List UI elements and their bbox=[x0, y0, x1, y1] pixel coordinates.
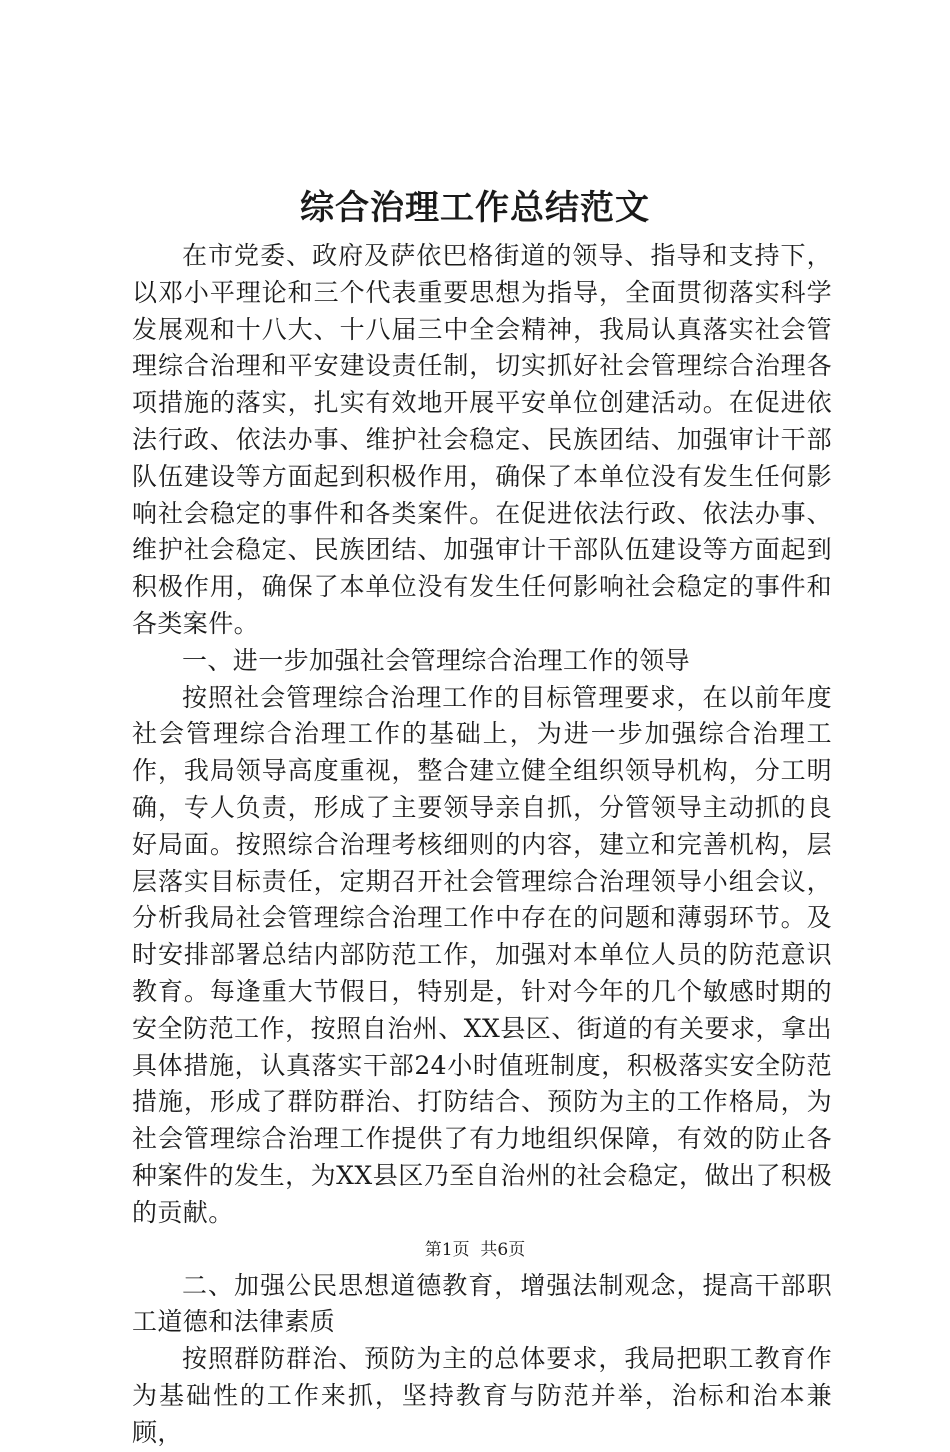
paragraph-section-2: 按照群防群治、预防为主的总体要求，我局把职工教育作为基础性的工作来抓，坚持教育与防范并举，治标和治本兼顾， bbox=[132, 1344, 832, 1447]
document-body bbox=[132, 238, 832, 1452]
section-heading-2: 二、加强公民思想道德教育，增强法制观念，提高干部职工道德和法律素质 bbox=[132, 1270, 832, 1337]
paragraph-intro: 在市党委、政府及萨依巴格街道的领导、指导和支持下，以邓小平理论和三个代表重要思想为指导，全面贯彻落实科学发展观和十八大、十八届三中全会精神，我局认真落实社会管理综合治理和平安建设责任制，切实抓好社会管理综合治理各项措施的落实，扎实有效地开展平安单位创建活动。在促进依法行政、依法办事、维护社会稳定、民族团结、加强审计干部队伍建设等方面起到积极作用，确保了本单位没有发生任何影响社会稳定的事件和各类案件。在促进依法行政、依法办事、维护社会稳定、民族团结、加强审计干部队伍建设等方面起到积极作用，确保了本单位没有发生任何影响社会稳定的事件和各类案件。 bbox=[132, 241, 832, 638]
page-total: 共6页 bbox=[480, 1240, 526, 1260]
section-heading-1: 一、进一步加强社会管理综合治理工作的领导 bbox=[182, 645, 691, 675]
document-title: 综合治理工作总结范文 bbox=[300, 188, 650, 228]
paragraph-section-1: 按照社会管理综合治理工作的目标管理要求，在以前年度社会管理综合治理工作的基础上，为进一步加强综合治理工作，我局领导高度重视，整合建立健全组织领导机构，分工明确，专人负责，形成了主要领导亲自抓，分管领导主动抓的良好局面。按照综合治理考核细则的内容，建立和完善机构，层层落实目标责任，定期召开社会管理综合治理领导小组会议，分析我局社会管理综合治理工作中存在的问题和薄弱环节。及时安排部署总结内部防范工作，加强对本单位人员的防范意识教育。每逢重大节假日，特别是，针对今年的几个敏感时期的安全防范工作，按照自治州、XX县区、街道的有关要求，拿出具体措施，认真落实干部24小时值班制度，积极落实安全防范措施，形成了群防群治、打防结合、预防为主的工作格局，为社会管理综合治理工作提供了有力地组织保障，有效的防止各种案件的发生，为XX县区乃至自治州的社会稳定，做出了积极的贡献。 bbox=[132, 682, 832, 1227]
page-footer bbox=[0, 1238, 950, 1262]
page-number: 第1页 bbox=[424, 1240, 470, 1260]
